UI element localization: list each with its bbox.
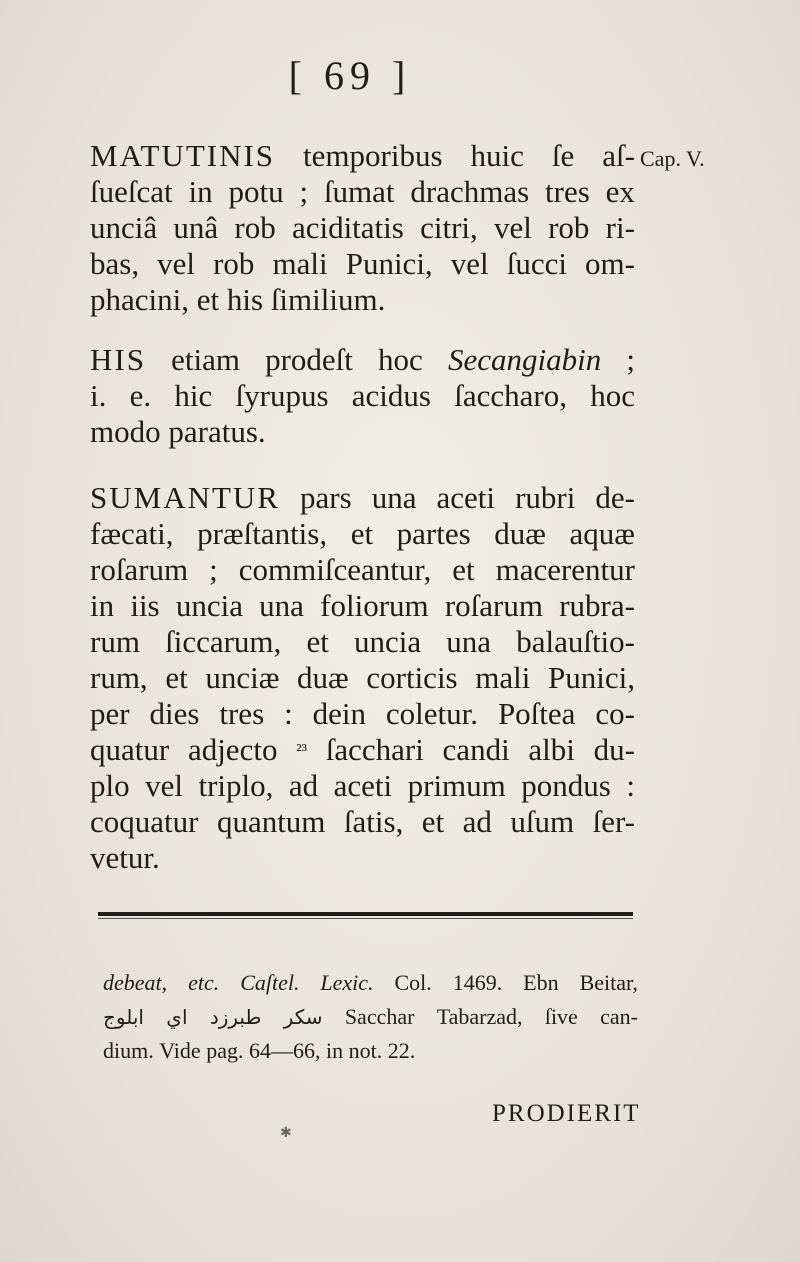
word: can- (600, 1004, 638, 1029)
word: ſumat (323, 174, 395, 209)
word: ſive (544, 1004, 578, 1029)
word: ex (605, 174, 635, 209)
word: candi (442, 732, 510, 767)
text-line (90, 138, 635, 174)
word: e. (129, 378, 152, 413)
word: ſiccarum, (165, 624, 282, 659)
word: commiſceantur, (238, 552, 432, 587)
word: Lexic. (320, 970, 374, 995)
word: citri, (420, 210, 478, 245)
word: et (452, 552, 475, 587)
word: his (226, 282, 264, 317)
word: 1469. (452, 970, 503, 995)
word: primum (407, 768, 506, 803)
word: et (165, 660, 188, 695)
word: Beitar, (579, 970, 638, 995)
chapter-marginal-note: Cap. V. (640, 146, 705, 171)
word: etc. (188, 970, 220, 995)
text-line (90, 660, 635, 696)
text-line (90, 732, 635, 768)
word: tres (219, 696, 265, 731)
word: ; (626, 342, 635, 377)
ornament-mark: ✱ (280, 1126, 292, 1141)
text-line (103, 1034, 638, 1068)
word: aceti (333, 768, 393, 803)
text-line (90, 588, 635, 624)
word: præſtantis, (197, 516, 328, 551)
word: aſ- (602, 138, 635, 173)
page-number: [ 69 ] (288, 53, 412, 98)
word: سكر (283, 1005, 323, 1029)
word: duæ (297, 660, 349, 695)
word: du- (593, 732, 635, 767)
word: vel (145, 768, 183, 803)
word: tres (545, 174, 590, 209)
word: fæcati, (90, 516, 174, 551)
text-line (90, 552, 635, 588)
word: Ebn (523, 970, 559, 995)
word: vel (493, 210, 532, 245)
word: vel (157, 246, 196, 281)
word: hic (174, 378, 213, 413)
word: اي (166, 1005, 188, 1029)
paragraph-2 (90, 342, 635, 450)
paragraph-3 (90, 480, 635, 876)
word: acidus (351, 378, 431, 413)
footnote-rule (98, 912, 633, 916)
word: : (626, 768, 635, 803)
word: etiam (171, 342, 240, 377)
word: Punici, (548, 660, 635, 695)
word: dies (149, 696, 200, 731)
word: debeat, (103, 970, 168, 995)
word: HIS (90, 342, 146, 377)
word: et (196, 282, 220, 317)
word: co- (595, 696, 635, 731)
word: ſimilium. (270, 282, 386, 317)
word: rob (548, 210, 590, 245)
word: Secangiabin (447, 342, 602, 377)
word: aciditatis (291, 210, 404, 245)
text-line (103, 966, 638, 1000)
word: : (284, 696, 293, 731)
word: bas, (90, 246, 140, 281)
word: plo (90, 768, 130, 803)
word: phacini, (90, 282, 189, 317)
word: hoc (378, 342, 423, 377)
text-line (90, 804, 635, 840)
word: prodeſt (265, 342, 353, 377)
word: ſacchari (325, 732, 424, 767)
word: ابلوج (103, 1005, 144, 1029)
word: ²³ (296, 740, 307, 760)
word: foliorum (320, 588, 429, 623)
text-line (90, 480, 635, 516)
word: SUMANTUR (90, 480, 280, 515)
word: pondus (521, 768, 611, 803)
word: quatur (90, 732, 170, 767)
word: iis (130, 588, 160, 623)
word: pars (300, 480, 352, 515)
word: triplo, (198, 768, 274, 803)
word: roſarum (444, 588, 543, 623)
word: Tabarzad, (436, 1004, 523, 1029)
word: temporibus (303, 138, 443, 173)
word: in (90, 588, 115, 623)
word: et (350, 516, 374, 551)
word: dium. (103, 1038, 154, 1063)
word: Vide (159, 1038, 201, 1063)
word: mali (272, 246, 328, 281)
word: ſyrupus (235, 378, 329, 413)
word: ſatis, (343, 804, 404, 839)
footnote-rule-thin (98, 918, 633, 919)
word: 22. (387, 1038, 416, 1063)
word: ſaccharo, (454, 378, 567, 413)
word: potu (228, 174, 284, 209)
text-line (90, 840, 635, 876)
word: i. (90, 378, 107, 413)
word: vetur. (90, 840, 160, 875)
word: Punici, (345, 246, 433, 281)
word: aquæ (569, 516, 635, 551)
word: partes (396, 516, 471, 551)
word: Sacchar (344, 1004, 415, 1029)
word: dein (312, 696, 366, 731)
word: rubri (515, 480, 576, 515)
word: coletur. (385, 696, 479, 731)
word: mali (475, 660, 531, 695)
word: Poſtea (497, 696, 576, 731)
word: adjecto (187, 732, 278, 767)
word: ſucci (506, 246, 567, 281)
catchword: PRODIERIT (492, 1100, 641, 1127)
word: una (371, 480, 417, 515)
word: modo (90, 414, 161, 449)
word: rum (90, 624, 140, 659)
word: طبرزد (209, 1005, 262, 1029)
word: in (325, 1038, 344, 1063)
word: roſarum (90, 552, 189, 587)
word: uſum (510, 804, 575, 839)
word: pag. (206, 1038, 244, 1063)
word: ad (462, 804, 492, 839)
word: 64—66, (248, 1038, 321, 1063)
text-line (90, 414, 635, 450)
word: vel (450, 246, 489, 281)
word: corticis (366, 660, 458, 695)
word: una (259, 588, 304, 623)
word: paratus. (168, 414, 266, 449)
text-line (90, 342, 635, 378)
word: ri- (605, 210, 635, 245)
word: Caſtel. (240, 970, 300, 995)
word: ; (299, 174, 309, 209)
text-line (90, 210, 635, 246)
word: rob (213, 246, 255, 281)
word: huic (470, 138, 524, 173)
paragraph-1 (90, 138, 635, 318)
word: de- (595, 480, 635, 515)
text-line (90, 768, 635, 804)
word: ad (288, 768, 319, 803)
word: MATUTINIS (90, 138, 276, 173)
word: aceti (436, 480, 496, 515)
word: om- (585, 246, 635, 281)
word: not. (348, 1038, 383, 1063)
word: unciâ (90, 210, 158, 245)
word: unâ (173, 210, 219, 245)
word: ; (209, 552, 218, 587)
word: coquatur (90, 804, 199, 839)
text-line (103, 1000, 638, 1034)
text-line (90, 282, 635, 318)
word: per (90, 696, 130, 731)
word: ſueſcat (90, 174, 173, 209)
word: rubra- (559, 588, 635, 623)
word: et (421, 804, 445, 839)
text-line (90, 378, 635, 414)
word: in (188, 174, 213, 209)
word: balauſtio- (516, 624, 635, 659)
text-line (90, 624, 635, 660)
word: uncia (353, 624, 422, 659)
word: una (446, 624, 492, 659)
text-line (90, 516, 635, 552)
word: et (306, 624, 329, 659)
word: unciæ (205, 660, 280, 695)
footnote (103, 966, 638, 1068)
word: uncia (175, 588, 243, 623)
word: drachmas (410, 174, 530, 209)
text-line (90, 246, 635, 282)
text-line (90, 174, 635, 210)
text-line (90, 696, 635, 732)
word: quantum (216, 804, 326, 839)
word: hoc (590, 378, 635, 413)
word: ſer- (592, 804, 635, 839)
word: macerentur (495, 552, 635, 587)
word: rob (234, 210, 276, 245)
word: Col. (394, 970, 432, 995)
word: duæ (494, 516, 546, 551)
word: albi (528, 732, 575, 767)
word: rum, (90, 660, 148, 695)
word: ſe (551, 138, 575, 173)
